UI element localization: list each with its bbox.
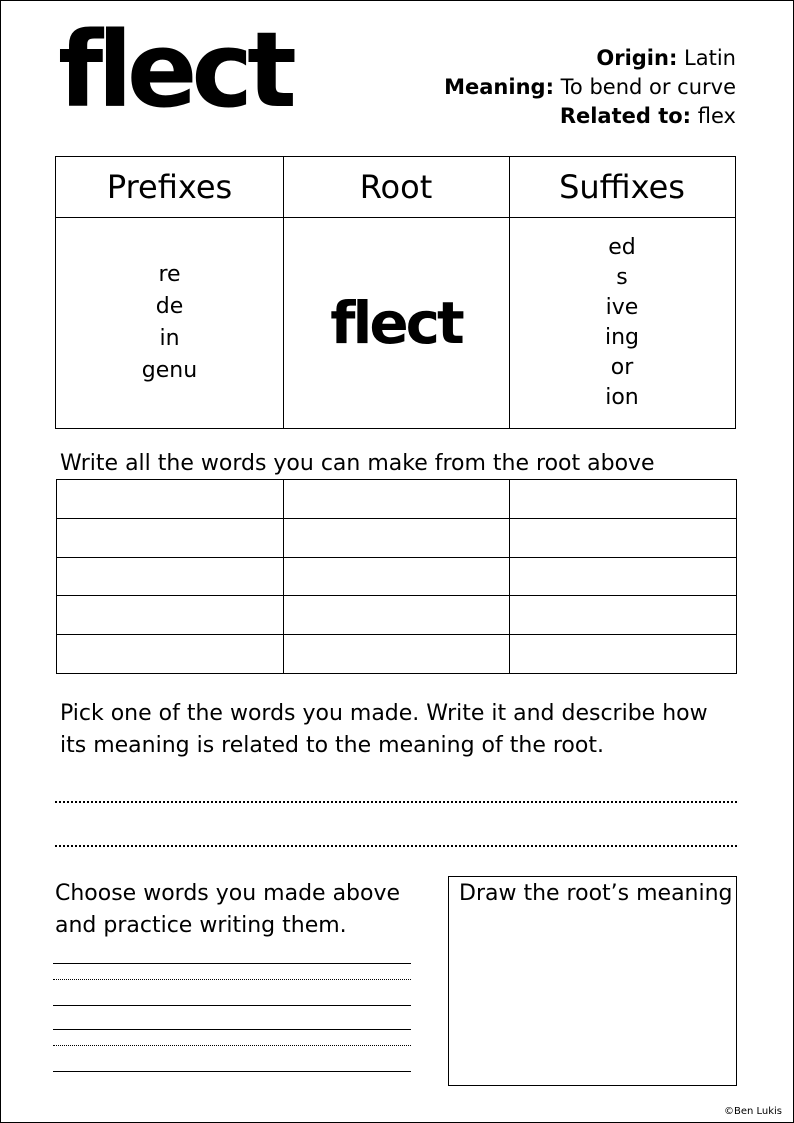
related-value: flex [697, 104, 736, 128]
prefix-item: re [158, 262, 181, 287]
practice-guide-line [53, 979, 411, 980]
root-info [444, 44, 736, 131]
meaning-instruction-line: its meaning is related to the meaning of the root. [60, 733, 604, 758]
related-row [444, 102, 736, 131]
prefixes-list [56, 218, 283, 428]
word-list-instruction: Write all the words you can make from the root above [60, 451, 655, 476]
word-cell[interactable] [283, 480, 510, 519]
table-row [57, 635, 737, 674]
practice-guide-line [53, 1045, 411, 1046]
suffixes-header: Suffixes [509, 157, 735, 218]
meaning-value: To bend or curve [560, 75, 736, 99]
word-cell[interactable] [283, 635, 510, 674]
draw-box-label: Draw the root’s meaning [459, 881, 733, 906]
word-cell[interactable] [57, 480, 284, 519]
word-cell[interactable] [510, 480, 737, 519]
origin-value: Latin [684, 46, 736, 70]
prefix-item: in [159, 326, 180, 351]
suffix-item: ive [605, 295, 639, 320]
root-column [283, 157, 510, 428]
practice-instruction [55, 878, 400, 942]
meaning-writing-line[interactable] [55, 801, 737, 803]
related-label: Related to: [559, 104, 692, 128]
suffixes-column [509, 157, 735, 428]
word-cell[interactable] [57, 557, 284, 596]
word-cell[interactable] [510, 635, 737, 674]
table-row [57, 518, 737, 557]
word-cell[interactable] [510, 557, 737, 596]
word-grid [56, 479, 737, 674]
table-row [57, 596, 737, 635]
practice-instruction-line: Choose words you made above [55, 881, 401, 906]
table-row [57, 557, 737, 596]
prefixes-header: Prefixes [56, 157, 283, 218]
prefixes-column [56, 157, 284, 428]
word-cell[interactable] [510, 518, 737, 557]
word-cell[interactable] [57, 518, 284, 557]
page-title: flect [58, 9, 291, 131]
root-table [55, 156, 736, 429]
suffix-item: ing [604, 325, 640, 350]
prefix-item: genu [141, 358, 198, 383]
suffix-item: or [610, 355, 634, 380]
meaning-writing-line[interactable] [55, 845, 737, 847]
practice-line [53, 1029, 411, 1030]
practice-line [53, 963, 411, 964]
meaning-instruction [60, 698, 708, 762]
origin-row [444, 44, 736, 73]
practice-line [53, 1005, 411, 1006]
practice-line [53, 1071, 411, 1072]
root-word: flect [330, 289, 462, 357]
draw-box[interactable] [448, 876, 737, 1086]
meaning-row [444, 73, 736, 102]
word-cell[interactable] [283, 518, 510, 557]
suffix-item: ed [608, 235, 636, 260]
meaning-instruction-line: Pick one of the words you made. Write it and describe how [60, 701, 708, 726]
root-header: Root [283, 157, 509, 218]
suffix-item: s [616, 265, 628, 290]
word-cell[interactable] [57, 635, 284, 674]
meaning-label: Meaning: [444, 75, 554, 99]
suffix-item: ion [605, 385, 639, 410]
root-cell [283, 218, 509, 428]
prefix-item: de [155, 294, 184, 319]
origin-label: Origin: [596, 46, 678, 70]
word-cell[interactable] [283, 557, 510, 596]
table-row [57, 480, 737, 519]
credit: ©Ben Lukis [723, 1106, 782, 1117]
suffixes-list [509, 218, 735, 428]
practice-instruction-line: and practice writing them. [55, 913, 347, 938]
word-cell[interactable] [283, 596, 510, 635]
word-cell[interactable] [57, 596, 284, 635]
word-cell[interactable] [510, 596, 737, 635]
